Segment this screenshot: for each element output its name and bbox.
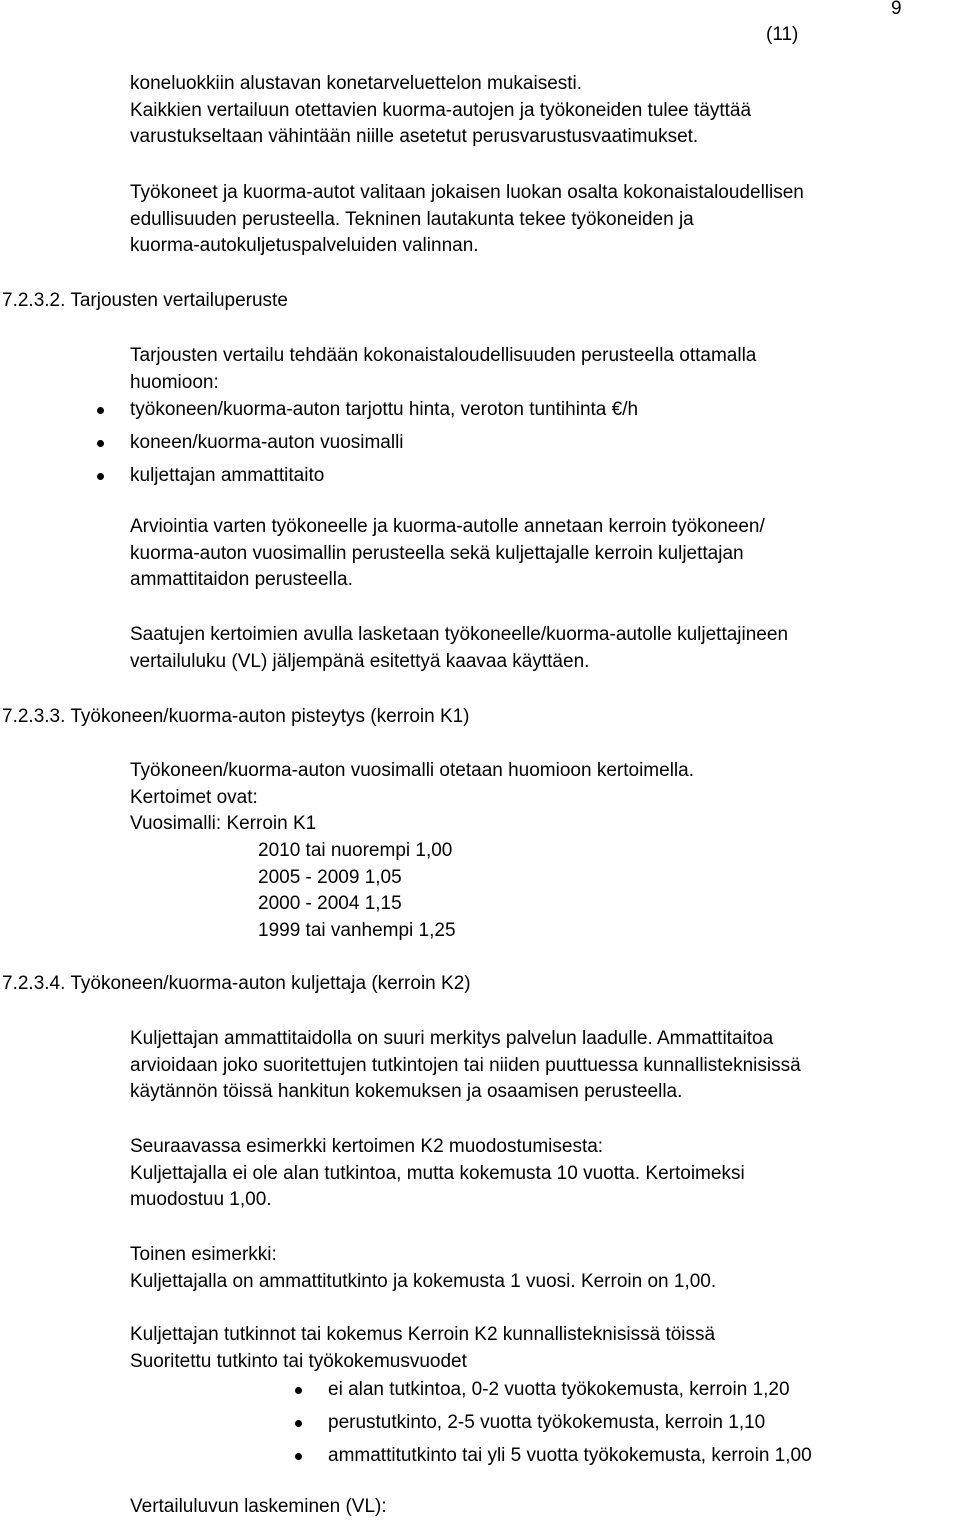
- text-line: Kuljettajalla on ammattitutkinto ja kokemusta 1 vuosi. Kerroin on 1,00.: [130, 1270, 717, 1292]
- k2-coefficient-list: [328, 1377, 812, 1476]
- model-year-row: 2000 - 2004 1,15: [258, 893, 402, 914]
- section-heading-7232: [2, 288, 288, 315]
- text-line: Kuljettajan tutkinnot tai kokemus Kerroin K2 kunnallisteknisissä töissä: [130, 1324, 716, 1345]
- list-item: ei alan tutkintoa, 0-2 vuotta työkokemusta, kerroin 1,20: [328, 1377, 812, 1410]
- text-line: Arviointia varten työkoneelle ja kuorma-autolle annetaan kerroin työkoneen/: [130, 516, 765, 537]
- text-line: Kuljettajalla ei ole alan tutkintoa, mutta kokemusta 10 vuotta. Kertoimeksi: [130, 1162, 745, 1184]
- text-line: Vertailuluvun laskeminen (VL):: [130, 1496, 387, 1517]
- text-line: Saatujen kertoimien avulla lasketaan työkoneelle/kuorma-autolle kuljettajineen: [130, 624, 789, 645]
- comparison-value-paragraph: [130, 622, 788, 675]
- text-line: arvioidaan joko suoritettujen tutkintojen tai niiden puuttuessa kunnallisteknisissä: [130, 1054, 801, 1076]
- text-line: ammattitaidon perusteella.: [130, 569, 353, 590]
- text-line: Seuraavassa esimerkki kertoimen K2 muodostumisesta:: [130, 1136, 604, 1157]
- list-item: perustutkinto, 2-5 vuotta työkokemusta, kerroin 1,10: [328, 1410, 812, 1443]
- text-line: Kaikkien vertailuun otettavien kuorma-autojen ja työkoneiden tulee täyttää: [130, 99, 752, 121]
- comparison-intro: [130, 343, 756, 396]
- text-line: Tarjousten vertailu tehdään kokonaistaloudellisuuden perusteella ottamalla: [130, 345, 757, 366]
- text-line: muodostuu 1,00.: [130, 1189, 272, 1210]
- section-heading-7233: [2, 704, 470, 731]
- section-heading-title: Työkoneen/kuorma-auton kuljettaja (kerroin K2): [70, 973, 471, 994]
- comparison-criteria-list: [130, 397, 638, 496]
- text-line: kuorma-auton vuosimallin perusteella sekä kuljettajalle kerroin kuljettajan: [130, 542, 744, 564]
- k2-criteria-paragraph: [130, 1322, 715, 1375]
- list-item: ammattitutkinto tai yli 5 vuotta työkokemusta, kerroin 1,00: [328, 1443, 812, 1476]
- example-2-paragraph: [130, 1242, 716, 1295]
- section-heading-7234: [2, 971, 471, 998]
- text-line: koneluokkiin alustavan konetarveluettelon mukaisesti.: [130, 73, 583, 94]
- model-year-table: [258, 838, 456, 944]
- section-heading-title: Työkoneen/kuorma-auton pisteytys (kerroin K1): [70, 706, 470, 727]
- k1-paragraph: [130, 758, 694, 838]
- intro-paragraph: [130, 71, 751, 151]
- section-heading-number: 7.2.3.2.: [2, 290, 66, 311]
- text-line: varustukseltaan vähintään niille asetetut perusvarustusvaatimukset.: [130, 126, 699, 147]
- list-item: koneen/kuorma-auton vuosimalli: [130, 430, 638, 463]
- closing-line: [130, 1494, 387, 1521]
- assessment-paragraph: [130, 514, 765, 594]
- driver-skill-paragraph: [130, 1026, 801, 1106]
- text-line: Kuljettajan ammattitaidolla on suuri merkitys palvelun laadulle. Ammattitaitoa: [130, 1028, 774, 1049]
- list-item: työkoneen/kuorma-auton tarjottu hinta, veroton tuntihinta €/h: [130, 397, 638, 430]
- selection-paragraph: [130, 180, 804, 260]
- text-line: Vuosimalli: Kerroin K1: [130, 813, 317, 834]
- model-year-row: 2005 - 2009 1,05: [258, 866, 402, 888]
- section-heading-number: 7.2.3.4.: [2, 973, 66, 994]
- section-heading-title: Tarjousten vertailuperuste: [70, 290, 288, 311]
- model-year-row: 1999 tai vanhempi 1,25: [258, 919, 456, 941]
- text-line: edullisuuden perusteella. Tekninen lautakunta tekee työkoneiden ja: [130, 208, 694, 230]
- text-line: Työkoneen/kuorma-auton vuosimalli otetaan huomioon kertoimella.: [130, 760, 694, 781]
- text-line: Työkoneet ja kuorma-autot valitaan jokaisen luokan osalta kokonaistaloudellisen: [130, 182, 804, 203]
- page-number: 9: [891, 0, 902, 19]
- text-line: Kertoimet ovat:: [130, 786, 258, 808]
- model-year-row: 2010 tai nuorempi 1,00: [258, 840, 453, 861]
- example-1-paragraph: [130, 1134, 745, 1214]
- section-number: (11): [766, 24, 799, 45]
- list-item: kuljettajan ammattitaito: [130, 463, 638, 496]
- text-line: kuorma-autokuljetuspalveluiden valinnan.: [130, 235, 479, 256]
- text-line: vertailuluku (VL) jäljempänä esitettyä kaavaa käyttäen.: [130, 650, 590, 672]
- section-heading-number: 7.2.3.3.: [2, 706, 66, 727]
- text-line: huomioon:: [130, 371, 219, 393]
- text-line: käytännön töissä hankitun kokemuksen ja osaamisen perusteella.: [130, 1081, 683, 1102]
- text-line: Toinen esimerkki:: [130, 1244, 277, 1265]
- text-line: Suoritettu tutkinto tai työkokemusvuodet: [130, 1350, 467, 1372]
